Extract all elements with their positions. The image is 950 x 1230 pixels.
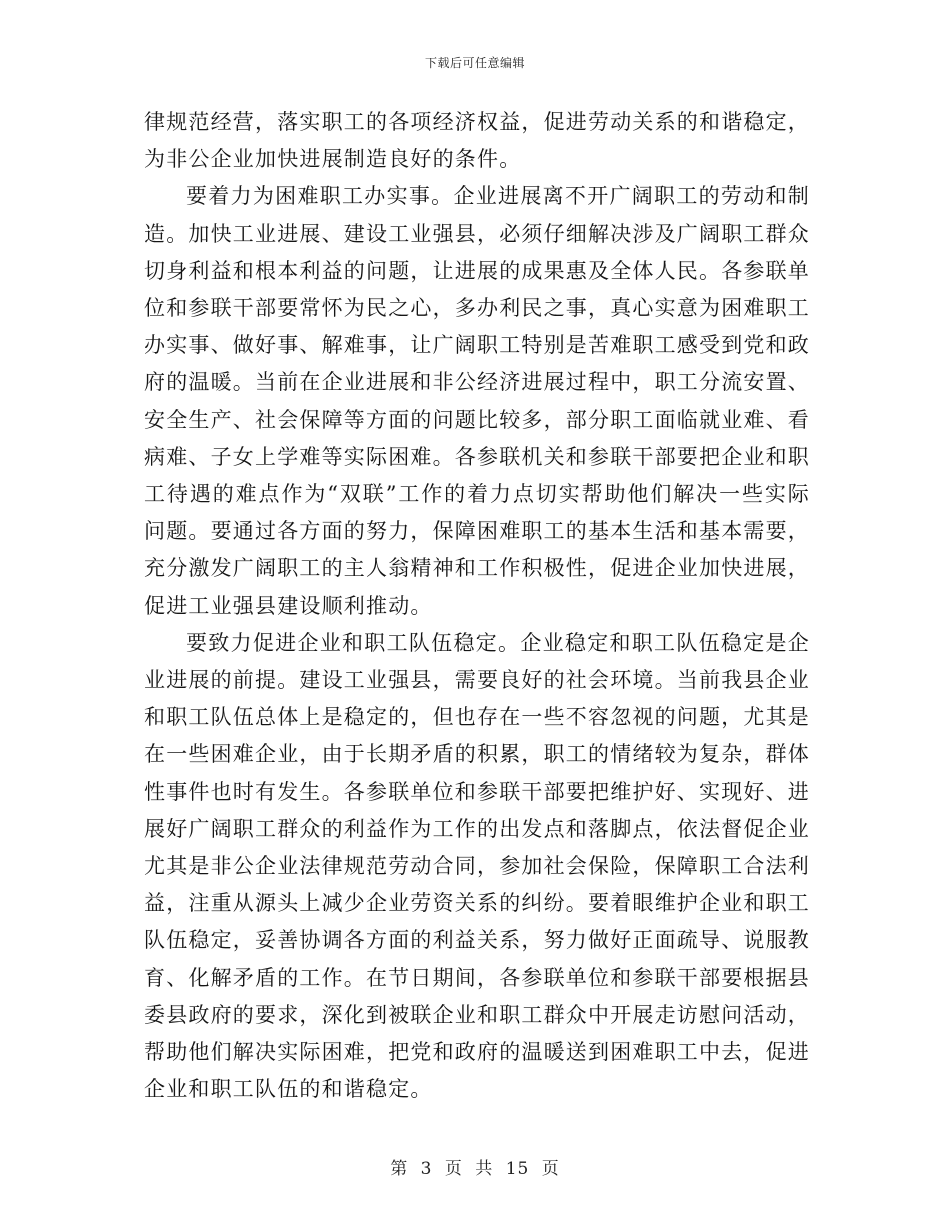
- page-footer: [0, 1154, 950, 1179]
- header-note: 下载后可任意编辑: [424, 56, 525, 70]
- document-body: [144, 104, 810, 1108]
- footer-page-prefix: 第: [390, 1159, 409, 1179]
- paragraph-help-needy-workers: 要着力为困难职工办实事。企业进展离不开广阔职工的劳动和制造。加快工业进展、建设工业强县，必须仔细解决涉及广阔职工群众切身利益和根本利益的问题，让进展的成果惠及全体人民。各参联单位和参联干部要常怀为民之心，多办利民之事，真心实意为困难职工办实事、做好事、解难事，让广阔职工特别是苦难职工感受到党和政府的温暖。当前在企业进展和非公经济进展过程中，职工分流安置、安全生产、社会保障等方面的问题比较多，部分职工面临就业难、看病难、子女上学难等实际困难。各参联机关和参联干部要把企业和职工待遇的难点作为“双联”工作的着力点切实帮助他们解决一些实际问题。要通过各方面的努力，保障困难职工的基本生活和基本需要，充分激发广阔职工的主人翁精神和工作积极性，促进企业加快进展，促进工业强县建设顺利推动。: [144, 184, 810, 618]
- footer-page-unit: 页: [444, 1159, 463, 1179]
- paragraph-workforce-stability: 要致力促进企业和职工队伍稳定。企业稳定和职工队伍稳定是企业进展的前提。建设工业强县，需要良好的社会环境。当前我县企业和职工队伍总体上是稳定的，但也存在一些不容忽视的问题，尤其是在一些困难企业，由于长期矛盾的积累，职工的情绪较为复杂，群体性事件也时有发生。各参联单位和参联干部要把维护好、实现好、进展好广阔职工群众的利益作为工作的出发点和落脚点，依法督促企业尤其是非公企业法律规范劳动合同，参加社会保险，保障职工合法利益，注重从源头上减少企业劳资关系的纠纷。要着眼维护企业和职工队伍稳定，妥善协调各方面的利益关系，努力做好正面疏导、说服教育、化解矛盾的工作。在节日期间，各参联单位和参联干部要根据县委县政府的要求，深化到被联企业和职工群众中开展走访慰问活动，帮助他们解决实际困难，把党和政府的温暖送到困难职工中去，促进企业和职工队伍的和谐稳定。: [144, 630, 810, 1102]
- footer-total-pages: 15: [505, 1159, 530, 1179]
- footer-page-number: 3: [420, 1159, 433, 1179]
- footer-total-prefix: 共: [475, 1159, 494, 1179]
- footer-total-unit: 页: [541, 1159, 560, 1179]
- paragraph-continuation: 律规范经营，落实职工的各项经济权益，促进劳动关系的和谐稳定，为非公企业加快进展制造良好的条件。: [144, 110, 810, 172]
